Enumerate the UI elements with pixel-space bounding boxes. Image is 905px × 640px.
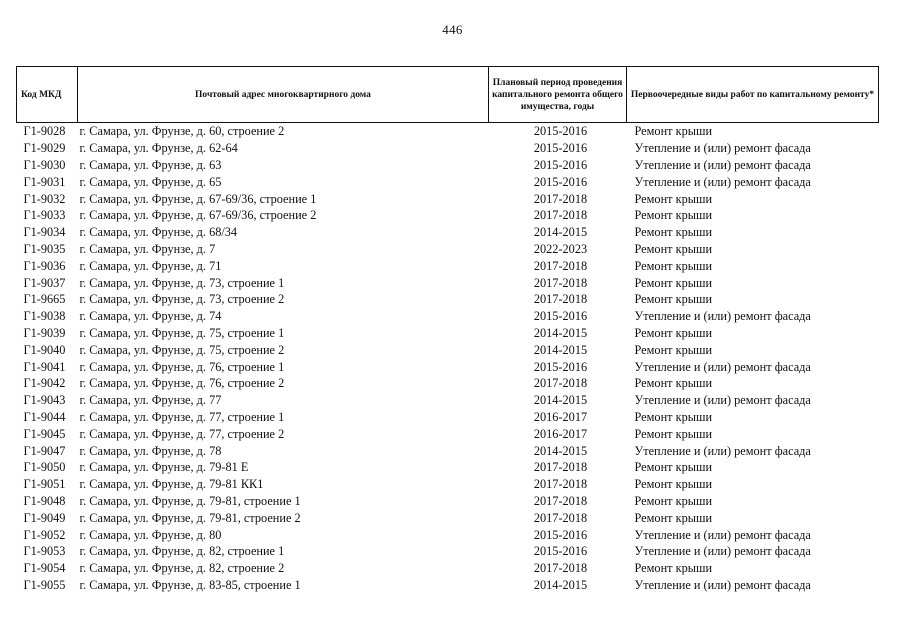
- cell-work: Ремонт крыши: [634, 275, 713, 290]
- table-row: [17, 224, 879, 241]
- cell-code: Г1-9032: [23, 191, 66, 206]
- table-row: [17, 140, 879, 157]
- cell-code: Г1-9035: [23, 241, 66, 256]
- cell-period: 2016-2017: [533, 426, 588, 441]
- cell-work: Ремонт крыши: [634, 477, 713, 492]
- cell-period: 2014-2015: [533, 577, 588, 592]
- cell-period: 2015-2016: [533, 527, 588, 542]
- table-row: [17, 577, 879, 594]
- cell-period: 2017-2018: [533, 477, 588, 492]
- cell-address: г. Самара, ул. Фрунзе, д. 77, строение 1: [79, 409, 285, 424]
- table-row: [17, 526, 879, 543]
- cell-work: Ремонт крыши: [634, 191, 713, 206]
- cell-code: Г1-9034: [23, 225, 66, 240]
- table-row: [17, 560, 879, 577]
- cell-period: 2017-2018: [533, 493, 588, 508]
- cell-period: 2017-2018: [533, 510, 588, 525]
- cell-period: 2017-2018: [533, 275, 588, 290]
- table-row: [17, 409, 879, 426]
- cell-work: Ремонт крыши: [634, 409, 713, 424]
- column-header-period: Плановый период проведения капитального ремонта общего имущества, годы: [489, 67, 627, 123]
- cell-code: Г1-9050: [23, 460, 66, 475]
- cell-period: 2014-2015: [533, 325, 588, 340]
- cell-period: 2015-2016: [533, 124, 588, 139]
- cell-period: 2015-2016: [533, 141, 588, 156]
- table-row: [17, 459, 879, 476]
- cell-code: Г1-9047: [23, 443, 66, 458]
- cell-address: г. Самара, ул. Фрунзе, д. 65: [79, 174, 222, 189]
- cell-code: Г1-9044: [23, 409, 66, 424]
- table-row: [17, 257, 879, 274]
- cell-period: 2017-2018: [533, 292, 588, 307]
- cell-work: Ремонт крыши: [634, 258, 713, 273]
- cell-code: Г1-9039: [23, 325, 66, 340]
- cell-period: 2015-2016: [533, 544, 588, 559]
- cell-code: Г1-9028: [23, 124, 66, 139]
- table-row: [17, 241, 879, 258]
- table-body: [17, 123, 879, 594]
- table-row: [17, 493, 879, 510]
- cell-address: г. Самара, ул. Фрунзе, д. 71: [79, 258, 222, 273]
- cell-period: 2017-2018: [533, 376, 588, 391]
- cell-work: Утепление и (или) ремонт фасада: [634, 309, 811, 324]
- cell-code: Г1-9033: [23, 208, 66, 223]
- cell-address: г. Самара, ул. Фрунзе, д. 67-69/36, строение 1: [79, 191, 317, 206]
- cell-work: Утепление и (или) ремонт фасада: [634, 544, 811, 559]
- table-row: [17, 123, 879, 140]
- cell-period: 2014-2015: [533, 443, 588, 458]
- cell-address: г. Самара, ул. Фрунзе, д. 82, строение 2: [79, 561, 285, 576]
- cell-code: Г1-9029: [23, 141, 66, 156]
- cell-work: Ремонт крыши: [634, 460, 713, 475]
- cell-work: Ремонт крыши: [634, 561, 713, 576]
- column-header-works: Первоочередные виды работ по капитальному ремонту*: [627, 67, 879, 123]
- table-row: [17, 325, 879, 342]
- table-row: [17, 392, 879, 409]
- cell-work: Ремонт крыши: [634, 376, 713, 391]
- cell-period: 2015-2016: [533, 157, 588, 172]
- cell-code: Г1-9038: [23, 309, 66, 324]
- cell-work: Ремонт крыши: [634, 325, 713, 340]
- cell-period: 2015-2016: [533, 309, 588, 324]
- cell-address: г. Самара, ул. Фрунзе, д. 79-81, строение 1: [79, 493, 301, 508]
- cell-period: 2015-2016: [533, 174, 588, 189]
- cell-address: г. Самара, ул. Фрунзе, д. 79-81 КК1: [79, 477, 264, 492]
- cell-code: Г1-9030: [23, 157, 66, 172]
- cell-address: г. Самара, ул. Фрунзе, д. 79-81 Е: [79, 460, 249, 475]
- table-row: [17, 274, 879, 291]
- table-row: [17, 291, 879, 308]
- cell-period: 2014-2015: [533, 342, 588, 357]
- cell-period: 2022-2023: [533, 241, 588, 256]
- cell-address: г. Самара, ул. Фрунзе, д. 7: [79, 241, 216, 256]
- table-row: [17, 207, 879, 224]
- cell-code: Г1-9048: [23, 493, 66, 508]
- column-header-address: Почтовый адрес многоквартирного дома: [78, 67, 489, 123]
- table-row: [17, 543, 879, 560]
- table-row: [17, 341, 879, 358]
- cell-address: г. Самара, ул. Фрунзе, д. 68/34: [79, 225, 238, 240]
- cell-code: Г1-9036: [23, 258, 66, 273]
- cell-work: Утепление и (или) ремонт фасада: [634, 141, 811, 156]
- cell-code: Г1-9049: [23, 510, 66, 525]
- cell-address: г. Самара, ул. Фрунзе, д. 77, строение 2: [79, 426, 285, 441]
- cell-code: Г1-9055: [23, 577, 66, 592]
- cell-work: Ремонт крыши: [634, 225, 713, 240]
- cell-code: Г1-9051: [23, 477, 66, 492]
- cell-period: 2017-2018: [533, 191, 588, 206]
- cell-code: Г1-9665: [23, 292, 66, 307]
- cell-period: 2017-2018: [533, 460, 588, 475]
- cell-address: г. Самара, ул. Фрунзе, д. 80: [79, 527, 222, 542]
- cell-address: г. Самара, ул. Фрунзе, д. 75, строение 1: [79, 325, 285, 340]
- cell-period: 2016-2017: [533, 409, 588, 424]
- cell-work: Ремонт крыши: [634, 241, 713, 256]
- table-header: [17, 67, 879, 123]
- cell-address: г. Самара, ул. Фрунзе, д. 73, строение 1: [79, 275, 285, 290]
- cell-address: г. Самара, ул. Фрунзе, д. 78: [79, 443, 222, 458]
- cell-address: г. Самара, ул. Фрунзе, д. 74: [79, 309, 222, 324]
- cell-period: 2017-2018: [533, 208, 588, 223]
- column-header-code: Код МКД: [17, 67, 78, 123]
- cell-address: г. Самара, ул. Фрунзе, д. 76, строение 2: [79, 376, 285, 391]
- cell-address: г. Самара, ул. Фрунзе, д. 83-85, строение 1: [79, 577, 301, 592]
- cell-work: Утепление и (или) ремонт фасада: [634, 174, 811, 189]
- cell-work: Ремонт крыши: [634, 208, 713, 223]
- repair-schedule-table: [16, 66, 879, 593]
- cell-address: г. Самара, ул. Фрунзе, д. 76, строение 1: [79, 359, 285, 374]
- cell-period: 2017-2018: [533, 561, 588, 576]
- table-row: [17, 173, 879, 190]
- table-row: [17, 190, 879, 207]
- cell-address: г. Самара, ул. Фрунзе, д. 75, строение 2: [79, 342, 285, 357]
- table-row: [17, 442, 879, 459]
- cell-code: Г1-9042: [23, 376, 66, 391]
- cell-code: Г1-9040: [23, 342, 66, 357]
- table-row: [17, 358, 879, 375]
- cell-code: Г1-9054: [23, 561, 66, 576]
- cell-period: 2017-2018: [533, 258, 588, 273]
- cell-work: Ремонт крыши: [634, 510, 713, 525]
- cell-address: г. Самара, ул. Фрунзе, д. 62-64: [79, 141, 238, 156]
- cell-address: г. Самара, ул. Фрунзе, д. 82, строение 1: [79, 544, 285, 559]
- cell-address: г. Самара, ул. Фрунзе, д. 67-69/36, строение 2: [79, 208, 317, 223]
- cell-address: г. Самара, ул. Фрунзе, д. 79-81, строение 2: [79, 510, 301, 525]
- cell-work: Утепление и (или) ремонт фасада: [634, 443, 811, 458]
- cell-period: 2014-2015: [533, 393, 588, 408]
- table-row: [17, 476, 879, 493]
- cell-address: г. Самара, ул. Фрунзе, д. 63: [79, 157, 222, 172]
- cell-address: г. Самара, ул. Фрунзе, д. 60, строение 2: [79, 124, 285, 139]
- cell-work: Ремонт крыши: [634, 124, 713, 139]
- table-row: [17, 509, 879, 526]
- cell-work: Утепление и (или) ремонт фасада: [634, 157, 811, 172]
- cell-period: 2014-2015: [533, 225, 588, 240]
- cell-period: 2015-2016: [533, 359, 588, 374]
- cell-code: Г1-9052: [23, 527, 66, 542]
- table-row: [17, 375, 879, 392]
- cell-work: Ремонт крыши: [634, 426, 713, 441]
- cell-address: г. Самара, ул. Фрунзе, д. 73, строение 2: [79, 292, 285, 307]
- cell-work: Ремонт крыши: [634, 493, 713, 508]
- cell-work: Ремонт крыши: [634, 292, 713, 307]
- cell-code: Г1-9043: [23, 393, 66, 408]
- cell-work: Утепление и (или) ремонт фасада: [634, 393, 811, 408]
- page-number: 446: [442, 22, 463, 37]
- cell-work: Утепление и (или) ремонт фасада: [634, 359, 811, 374]
- cell-work: Утепление и (или) ремонт фасада: [634, 527, 811, 542]
- cell-code: Г1-9053: [23, 544, 66, 559]
- cell-code: Г1-9031: [23, 174, 66, 189]
- table-row: [17, 308, 879, 325]
- cell-work: Ремонт крыши: [634, 342, 713, 357]
- cell-address: г. Самара, ул. Фрунзе, д. 77: [79, 393, 222, 408]
- cell-work: Утепление и (или) ремонт фасада: [634, 577, 811, 592]
- table-row: [17, 425, 879, 442]
- cell-code: Г1-9037: [23, 275, 66, 290]
- table-row: [17, 157, 879, 174]
- cell-code: Г1-9045: [23, 426, 66, 441]
- cell-code: Г1-9041: [23, 359, 66, 374]
